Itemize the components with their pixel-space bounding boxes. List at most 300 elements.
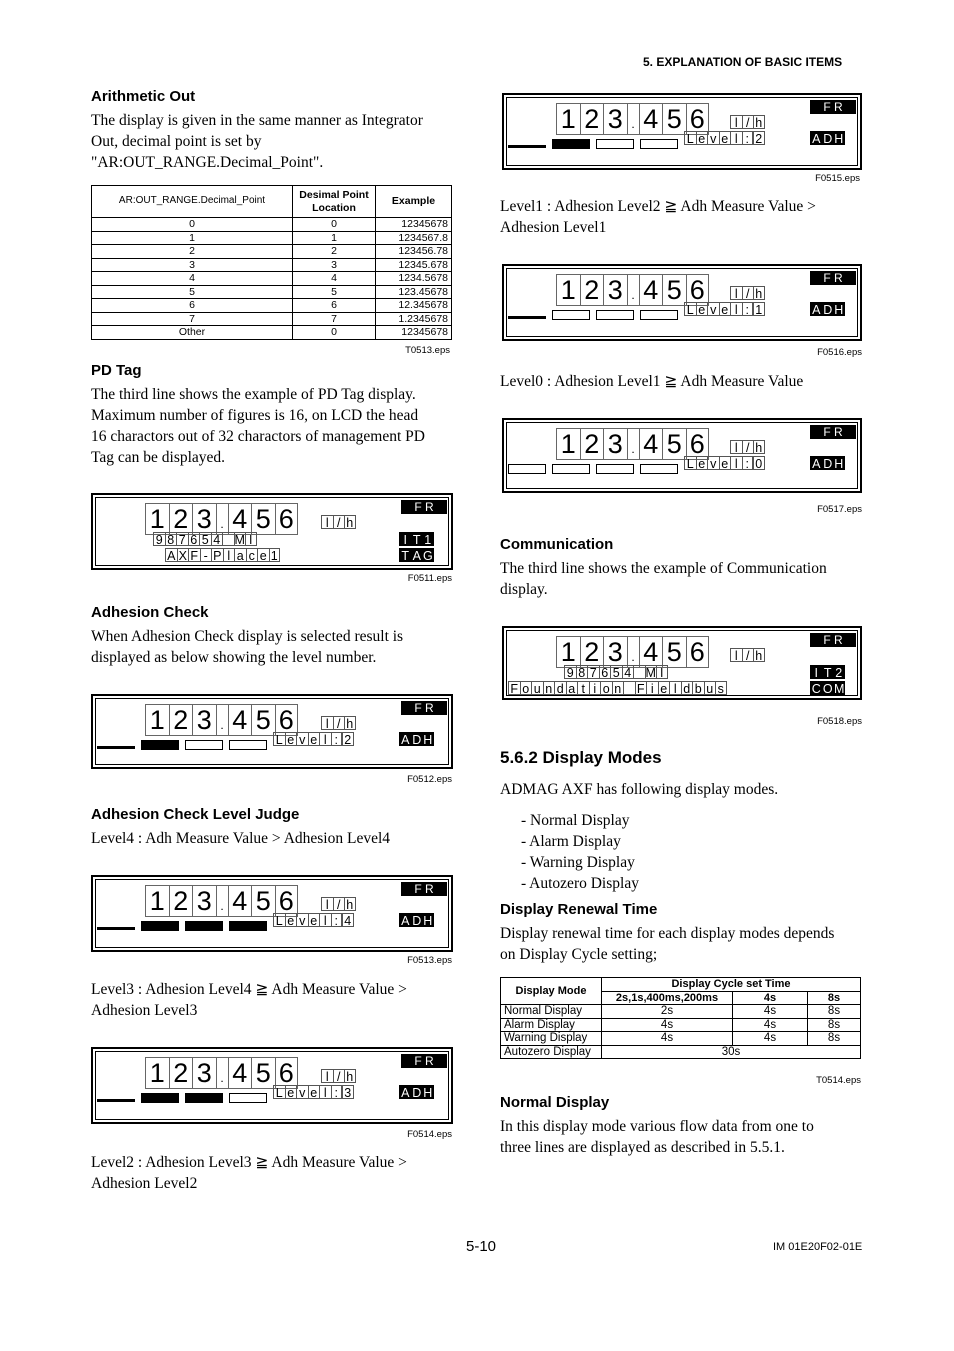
table-row: [92, 285, 452, 299]
table-row: [92, 231, 452, 245]
lcd-digit: 3: [603, 636, 627, 668]
lcd-unit: [321, 515, 356, 529]
lcd-digit: 3: [192, 885, 216, 917]
lcd-char: :: [742, 456, 754, 470]
lcd-char: 7: [176, 532, 188, 546]
lcd-char: l: [730, 456, 742, 470]
lcd-level-number: [753, 456, 765, 470]
lcd-char: e: [308, 1085, 320, 1099]
table-cell: 4s: [602, 1018, 733, 1032]
lcd-char: A: [399, 913, 411, 927]
lcd-char: 2: [342, 732, 354, 746]
lcd-adhesion-bar: [141, 740, 179, 750]
lcd-char: /: [742, 115, 754, 129]
lcd-char: I: [810, 665, 822, 679]
lcd-char: I: [399, 532, 411, 546]
comm-line: The third line shows the example of Communication: [500, 560, 827, 577]
lcd-char: b: [692, 681, 704, 695]
lcd-char: o: [600, 681, 612, 695]
lcd-level-label: [684, 302, 753, 316]
lcd-char: l: [730, 115, 742, 129]
lcd-char: t: [577, 681, 589, 695]
lcd-char: 6: [188, 532, 200, 546]
lcd-digit: 5: [251, 1057, 275, 1089]
lcd-digit: 1: [556, 274, 580, 306]
table-cell: 30s: [602, 1045, 861, 1059]
doc-number: IM 01E20F02-01E: [773, 1241, 863, 1253]
normal-line: three lines are displayed as described in 5.5.1.: [500, 1139, 785, 1156]
lcd-digit: 5: [251, 503, 275, 535]
table-cell: 12.345678: [376, 299, 452, 313]
lcd-char: 0: [753, 456, 765, 470]
table-row: [92, 258, 452, 272]
lcd-digit: .: [627, 274, 639, 306]
lcd-digit: 3: [192, 503, 216, 535]
table-cell: 4: [293, 272, 376, 286]
lcd-char: 8: [576, 665, 588, 679]
lcd-char: e: [308, 732, 320, 746]
lcd-adhesion-bar: [640, 464, 678, 474]
pdtag-text: [91, 384, 425, 468]
table-row: [501, 1018, 861, 1032]
lcd-char: [633, 665, 645, 679]
lcd-digit: 4: [639, 274, 663, 306]
lcd-com-tag: [810, 681, 845, 695]
lcd-char: h: [344, 515, 356, 529]
lcd-digit: 4: [228, 885, 252, 917]
lcd-adhesion: [91, 694, 453, 769]
lcd-digit: 5: [251, 704, 275, 736]
lcd-digit: 5: [662, 636, 686, 668]
lcd-char: v: [707, 302, 719, 316]
lcd-char: 1: [269, 548, 281, 562]
lcd-digit: 5: [662, 428, 686, 460]
renewal-line: on Display Cycle setting;: [500, 946, 658, 963]
lcd-digit: .: [216, 885, 228, 917]
pdtag-line: Tag can be displayed.: [91, 449, 226, 466]
level1-caption: F0516.eps: [817, 347, 862, 358]
lcd-digit: 3: [192, 704, 216, 736]
table-cell: 1.2345678: [376, 312, 452, 326]
judge-level1: [500, 196, 816, 238]
lcd-char: 4: [622, 665, 634, 679]
lcd-char: h: [753, 115, 765, 129]
lcd-unit: [321, 1069, 356, 1083]
lcd-char: /: [742, 648, 754, 662]
lcd-adhesion-bar: [640, 310, 678, 320]
level1-line: Adhesion Level1: [500, 219, 607, 236]
lcd-digit: 5: [251, 885, 275, 917]
lcd-char: A: [399, 732, 411, 746]
lcd-char: :: [742, 302, 754, 316]
lcd-adhesion-bar: [640, 139, 678, 149]
lcd-digit: 1: [556, 103, 580, 135]
table-cell: 2s: [602, 1005, 733, 1019]
table-cell: 0: [293, 326, 376, 340]
lcd-char: h: [344, 897, 356, 911]
lcd-digit: 1: [145, 704, 169, 736]
judge-level3: [91, 979, 407, 1021]
level2-line: Level2 : Adhesion Level3 ≧ Adh Measure Value >: [91, 1154, 407, 1171]
lcd-char: :: [331, 913, 343, 927]
lcd-char: 3: [342, 1085, 354, 1099]
lcd-char: H: [834, 457, 844, 471]
lcd-level0: [502, 418, 862, 493]
lcd-digit: .: [627, 428, 639, 460]
lcd-char: /: [333, 515, 345, 529]
lcd-unit: [730, 286, 765, 300]
lcd-adhesion-bar: [552, 139, 590, 149]
table-cell: 1234.5678: [376, 272, 452, 286]
lcd-digit: 2: [169, 1057, 193, 1089]
lcd-adh-tag: [810, 131, 845, 145]
lcd-char: l: [730, 286, 742, 300]
table-cell: Warning Display: [501, 1032, 602, 1046]
renewal-caption: T0514.eps: [816, 1075, 861, 1086]
lcd-level3: [91, 1047, 453, 1124]
lcd-char: M: [834, 682, 845, 696]
lcd-level4: [91, 875, 453, 952]
lcd-digit: 6: [686, 103, 710, 135]
lcd-char: /: [333, 897, 345, 911]
lcd-adh-tag: [399, 732, 434, 746]
lcd-char: A: [810, 131, 822, 145]
arith-title: Arithmetic Out: [91, 88, 196, 105]
level3-line: Adhesion Level3: [91, 1002, 198, 1019]
comm-line: display.: [500, 581, 548, 598]
lcd-digit: 6: [686, 274, 710, 306]
lcd-digits: [556, 636, 709, 668]
lcd-char: L: [273, 732, 285, 746]
lcd-char: 4: [211, 532, 223, 546]
level4-caption: F0513.eps: [407, 955, 452, 966]
lcd-char: v: [296, 732, 308, 746]
lcd-char: l: [321, 1069, 333, 1083]
th-cycle-time: Display Cycle set Time: [602, 978, 861, 992]
lcd-level-number: [753, 302, 765, 316]
lcd-fr-label: F R: [401, 882, 447, 896]
lcd-char: i: [646, 681, 658, 695]
lcd-char: H: [423, 1086, 433, 1100]
judge-title: Adhesion Check Level Judge: [91, 806, 300, 823]
lcd-pd-tag: [91, 493, 453, 570]
lcd-char: e: [658, 681, 670, 695]
lcd-char: /: [333, 1069, 345, 1083]
lcd-char: L: [273, 1085, 285, 1099]
lcd-char: D: [823, 303, 833, 317]
lcd-digit: 3: [603, 274, 627, 306]
th-col-fast: 2s,1s,400ms,200ms: [602, 991, 733, 1005]
lcd-digit: 6: [275, 704, 299, 736]
lcd-char: 8: [165, 532, 177, 546]
lcd-char: H: [834, 303, 844, 317]
lcd-digit: 5: [662, 103, 686, 135]
lcd-char: P: [211, 548, 223, 562]
lcd-it2-tag: [810, 665, 845, 679]
table-cell: 1: [293, 231, 376, 245]
lcd-adhesion-bar: [596, 310, 634, 320]
renewal-table: [500, 977, 861, 1059]
lcd-adhesion-bar: [185, 740, 223, 750]
lcd-char: A: [399, 1085, 411, 1099]
lcd-char: L: [273, 913, 285, 927]
lcd-adhesion-bar: [97, 746, 135, 749]
lcd-char: 6: [599, 665, 611, 679]
lcd-char: [222, 532, 234, 546]
lcd-char: e: [308, 913, 320, 927]
arith-line: Out, decimal point is set by: [91, 133, 262, 150]
lcd-char: a: [234, 548, 246, 562]
lcd-adhesion-bar: [552, 464, 590, 474]
table-cell: 2: [92, 245, 293, 259]
arith-line: The display is given in the same manner as Integrator: [91, 112, 423, 129]
pdtag-caption: F0511.eps: [407, 573, 452, 584]
lcd-char: l: [730, 648, 742, 662]
lcd-char: l: [321, 515, 333, 529]
lcd-fr-label: F R: [810, 100, 856, 114]
lcd-digit: 6: [686, 636, 710, 668]
table-cell: 5: [92, 285, 293, 299]
table-cell: 8s: [808, 1005, 861, 1019]
lcd-level-label: [273, 1085, 342, 1099]
lcd-char: v: [296, 1085, 308, 1099]
th-decimal-point: AR:OUT_RANGE.Decimal_Point: [92, 186, 293, 218]
lcd-char: c: [246, 548, 258, 562]
lcd-char: l: [730, 131, 742, 145]
level2-caption: F0515.eps: [815, 173, 860, 184]
table-row: [92, 245, 452, 259]
lcd-char: u: [531, 681, 543, 695]
lcd-adh-tag: [810, 302, 845, 316]
lcd-char: A: [810, 456, 822, 470]
lcd-char: e: [696, 131, 708, 145]
lcd-adhesion-bar: [596, 139, 634, 149]
lcd-adhesion-bar: [141, 921, 179, 931]
lcd-char: l: [730, 440, 742, 454]
judge-level2: [91, 1152, 407, 1194]
lcd-adhesion-bar: [508, 145, 546, 148]
adhesion-title: Adhesion Check: [91, 604, 209, 621]
comm-caption: F0518.eps: [817, 716, 862, 727]
table-cell: 12345.678: [376, 258, 452, 272]
pdtag-line: 16 charactors out of 32 charactors of management PD: [91, 428, 425, 445]
table-cell: 123.45678: [376, 285, 452, 299]
lcd-char: 2: [753, 131, 765, 145]
lcd-char: -: [200, 548, 212, 562]
lcd-level-label: [684, 131, 753, 145]
modes-title: 5.6.2 Display Modes: [500, 748, 662, 767]
lcd-fr-label: F R: [810, 271, 856, 285]
lcd-digit: 6: [275, 885, 299, 917]
table-cell: 7: [92, 312, 293, 326]
lcd-char: e: [285, 913, 297, 927]
judge-level0: Level0 : Adhesion Level1 ≧ Adh Measure Value: [500, 373, 804, 390]
lcd-char: n: [543, 681, 555, 695]
lcd-char: /: [333, 716, 345, 730]
table-cell: 12345678: [376, 218, 452, 232]
lcd-char: n: [612, 681, 624, 695]
lcd-unit: [730, 115, 765, 129]
table-cell: 123456.78: [376, 245, 452, 259]
table-cell: 1234567.8: [376, 231, 452, 245]
th-display-mode: Display Mode: [501, 978, 602, 1005]
lcd-char: A: [810, 302, 822, 316]
table-cell: Autozero Display: [501, 1045, 602, 1059]
lcd-digit: 2: [580, 103, 604, 135]
lcd-digit: .: [216, 1057, 228, 1089]
lcd-char: H: [423, 733, 433, 747]
lcd-char: F: [635, 681, 647, 695]
lcd-fr-label: F R: [401, 500, 447, 514]
lcd-char: e: [696, 302, 708, 316]
lcd-char: a: [566, 681, 578, 695]
mode-item: - Autozero Display: [521, 875, 639, 892]
lcd-digit: 1: [145, 1057, 169, 1089]
table-cell: 6: [293, 299, 376, 313]
modes-intro: ADMAG AXF has following display modes.: [500, 781, 779, 798]
lcd-char: L: [684, 131, 696, 145]
lcd-char: 9: [153, 532, 165, 546]
renewal-title: Display Renewal Time: [500, 901, 658, 918]
lcd-communication: [502, 626, 862, 700]
lcd-char: h: [753, 286, 765, 300]
lcd-char: A: [165, 548, 177, 562]
lcd-char: o: [520, 681, 532, 695]
lcd-digit: 2: [169, 704, 193, 736]
lcd-fr-label: F R: [810, 425, 856, 439]
decimal-point-table: [91, 185, 452, 340]
lcd-adhesion-bar: [508, 464, 546, 474]
table-cell: Alarm Display: [501, 1018, 602, 1032]
lcd-level-number: [753, 131, 765, 145]
th-location: Desimal Point Location: [293, 186, 376, 218]
lcd-char: e: [285, 732, 297, 746]
lcd-char: G: [423, 549, 433, 563]
lcd-char: l: [321, 716, 333, 730]
pdtag-title: PD Tag: [91, 362, 142, 379]
lcd-digit: 4: [639, 428, 663, 460]
lcd-digit: 4: [639, 103, 663, 135]
lcd-char: e: [257, 548, 269, 562]
lcd-digit: 2: [580, 636, 604, 668]
table-row: [92, 218, 452, 232]
lcd-char: F: [508, 681, 520, 695]
table-cell: 6: [92, 299, 293, 313]
lcd-digit: 2: [580, 428, 604, 460]
lcd-digit: 6: [275, 503, 299, 535]
adhesion-line: When Adhesion Check display is selected result is: [91, 628, 404, 645]
lcd-fr-label: F R: [401, 1054, 447, 1068]
pdtag-line: Maximum number of figures is 16, on LCD the head: [91, 407, 419, 424]
table-cell: Normal Display: [501, 1005, 602, 1019]
arith-text: [91, 110, 423, 173]
lcd-char: I: [656, 665, 668, 679]
lcd-char: D: [412, 1086, 422, 1100]
lcd-char: d: [554, 681, 566, 695]
lcd-char: 5: [610, 665, 622, 679]
lcd-char: l: [319, 913, 331, 927]
lcd-char: /: [742, 440, 754, 454]
lcd-char: T: [822, 665, 834, 679]
lcd-digit: 3: [603, 428, 627, 460]
lcd-char: T: [411, 532, 423, 546]
lcd-char: 5: [199, 532, 211, 546]
mode-item: - Normal Display: [521, 812, 630, 829]
lcd-digit: 3: [603, 103, 627, 135]
lcd-digit: 2: [169, 503, 193, 535]
lcd-digit: 5: [662, 274, 686, 306]
comm-title: Communication: [500, 536, 614, 553]
lcd-char: D: [823, 457, 833, 471]
th-example: Example: [376, 186, 452, 218]
lcd-char: T: [399, 548, 411, 562]
table-cell: 3: [293, 258, 376, 272]
lcd-char: l: [319, 1085, 331, 1099]
lcd-char: s: [715, 681, 727, 695]
lcd-char: e: [285, 1085, 297, 1099]
table-cell: 4: [92, 272, 293, 286]
lcd-digit: 4: [639, 636, 663, 668]
lcd-adhesion-bar: [141, 1093, 179, 1103]
lcd-unit: [730, 648, 765, 662]
lcd-char: L: [684, 456, 696, 470]
lcd-char: H: [423, 914, 433, 928]
lcd-level-label: [684, 456, 753, 470]
lcd-digit: 4: [228, 1057, 252, 1089]
lcd-char: l: [321, 897, 333, 911]
table-cell: 4s: [733, 1018, 808, 1032]
lcd-digit: 2: [169, 885, 193, 917]
pdtag-line: The third line shows the example of PD Tag display.: [91, 386, 416, 403]
level1-line: Level1 : Adhesion Level2 ≧ Adh Measure Value >: [500, 198, 816, 215]
renewal-text: [500, 923, 834, 965]
lcd-it1-tag: [399, 532, 434, 546]
lcd-level-label: [273, 732, 342, 746]
lcd-char: X: [177, 548, 189, 562]
lcd-unit: [321, 716, 356, 730]
mode-item: - Alarm Display: [521, 833, 621, 850]
table-row: [501, 1032, 861, 1046]
normal-text: [500, 1116, 814, 1158]
level3-line: Level3 : Adhesion Level4 ≧ Adh Measure Value >: [91, 981, 407, 998]
table-row: [92, 326, 452, 340]
lcd-digits: [145, 503, 298, 535]
lcd-char: :: [331, 732, 343, 746]
lcd-char: A: [411, 548, 423, 562]
lcd-digit: .: [216, 704, 228, 736]
lcd-char: C: [811, 682, 821, 696]
lcd-level-number: [342, 913, 354, 927]
lcd-char: i: [589, 681, 601, 695]
lcd-char: D: [823, 132, 833, 146]
judge-level4: Level4 : Adh Measure Value > Adhesion Level4: [91, 830, 391, 847]
lcd-digit: .: [216, 503, 228, 535]
lcd-tag-tag: [399, 548, 434, 562]
table-cell: 5: [293, 285, 376, 299]
lcd-digit: 2: [580, 274, 604, 306]
lcd-level2: [502, 93, 862, 170]
lcd-adh-tag: [810, 456, 845, 470]
lcd-digit: .: [627, 636, 639, 668]
table-cell: 7: [293, 312, 376, 326]
lcd-char: M: [645, 666, 656, 680]
page-number: 5-10: [466, 1238, 497, 1255]
lcd-char: 2: [833, 665, 845, 679]
table-cell: 8s: [808, 1018, 861, 1032]
lcd-char: e: [696, 456, 708, 470]
arith-caption: T0513.eps: [405, 345, 450, 356]
lcd-adhesion-bar: [185, 1093, 223, 1103]
